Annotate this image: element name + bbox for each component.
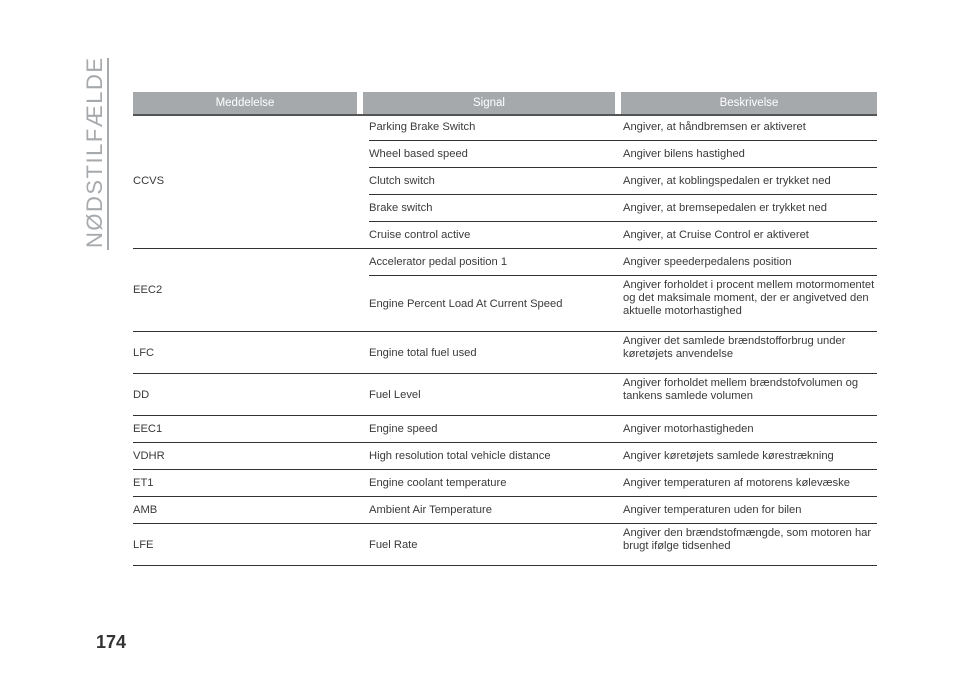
message-cell: ET1 bbox=[133, 477, 154, 489]
header-message: Meddelelse bbox=[133, 92, 357, 114]
description-cell: Angiver, at Cruise Control er aktiveret bbox=[623, 229, 809, 241]
group-divider bbox=[133, 331, 877, 332]
group-divider bbox=[133, 415, 877, 416]
description-cell: Angiver motorhastigheden bbox=[623, 423, 754, 435]
description-cell: Angiver det samlede brændstofforbrug under køretøjets anvendelse bbox=[623, 335, 846, 360]
message-cell: EEC2 bbox=[133, 284, 163, 296]
row-divider bbox=[369, 221, 877, 222]
table-body bbox=[133, 114, 877, 566]
row-divider bbox=[369, 167, 877, 168]
section-divider bbox=[107, 58, 109, 250]
row-divider bbox=[369, 275, 877, 276]
message-cell: LFE bbox=[133, 539, 154, 551]
header-description: Beskrivelse bbox=[621, 92, 877, 114]
description-cell: Angiver køretøjets samlede kørestrækning bbox=[623, 450, 834, 462]
message-cell: EEC1 bbox=[133, 423, 163, 435]
description-cell: Angiver den brændstofmængde, som motoren har brugt ifølge tidsenhed bbox=[623, 527, 872, 552]
message-table bbox=[133, 92, 877, 566]
message-cell: LFC bbox=[133, 347, 155, 359]
signal-cell: Engine speed bbox=[369, 423, 438, 435]
section-title bbox=[83, 58, 107, 248]
message-cell: AMB bbox=[133, 504, 158, 516]
signal-cell: Engine coolant temperature bbox=[369, 477, 507, 489]
signal-cell: High resolution total vehicle distance bbox=[369, 450, 551, 462]
description-cell: Angiver bilens hastighed bbox=[623, 148, 745, 160]
row-divider bbox=[369, 140, 877, 141]
section-title-text: NØDSTILFÆLDE bbox=[82, 56, 107, 248]
group-divider bbox=[133, 523, 877, 524]
description-cell: Angiver, at koblingspedalen er trykket ned bbox=[623, 175, 831, 187]
signal-cell: Parking Brake Switch bbox=[369, 121, 476, 133]
group-divider bbox=[133, 565, 877, 566]
signal-cell: Clutch switch bbox=[369, 175, 435, 187]
message-cell: CCVS bbox=[133, 175, 165, 187]
row-divider bbox=[369, 194, 877, 195]
group-divider bbox=[133, 373, 877, 374]
signal-cell: Brake switch bbox=[369, 202, 433, 214]
description-cell: Angiver, at håndbremsen er aktiveret bbox=[623, 121, 806, 133]
signal-cell: Cruise control active bbox=[369, 229, 471, 241]
signal-cell: Engine total fuel used bbox=[369, 347, 477, 359]
message-cell: VDHR bbox=[133, 450, 165, 462]
group-divider bbox=[133, 469, 877, 470]
signal-cell: Ambient Air Temperature bbox=[369, 504, 492, 516]
signal-cell: Wheel based speed bbox=[369, 148, 468, 160]
group-divider bbox=[133, 248, 877, 249]
description-cell: Angiver temperaturen uden for bilen bbox=[623, 504, 802, 516]
description-cell: Angiver temperaturen af motorens kølevæske bbox=[623, 477, 850, 489]
table-header bbox=[133, 92, 877, 114]
signal-cell: Fuel Rate bbox=[369, 539, 418, 551]
signal-cell: Fuel Level bbox=[369, 389, 421, 401]
description-cell: Angiver speederpedalens position bbox=[623, 256, 792, 268]
description-cell: Angiver forholdet mellem brændstofvolumen og tankens samlede volumen bbox=[623, 377, 859, 402]
group-divider bbox=[133, 442, 877, 443]
message-cell: DD bbox=[133, 389, 150, 401]
group-divider bbox=[133, 496, 877, 497]
description-cell: Angiver forholdet i procent mellem motormomentet og det maksimale moment, der er angivetved den aktuelle motorhastighed bbox=[623, 279, 875, 317]
description-cell: Angiver, at bremsepedalen er trykket ned bbox=[623, 202, 827, 214]
page-number: 174 bbox=[96, 632, 127, 652]
header-signal: Signal bbox=[363, 92, 615, 114]
signal-cell: Engine Percent Load At Current Speed bbox=[369, 298, 563, 310]
signal-cell: Accelerator pedal position 1 bbox=[369, 256, 508, 268]
